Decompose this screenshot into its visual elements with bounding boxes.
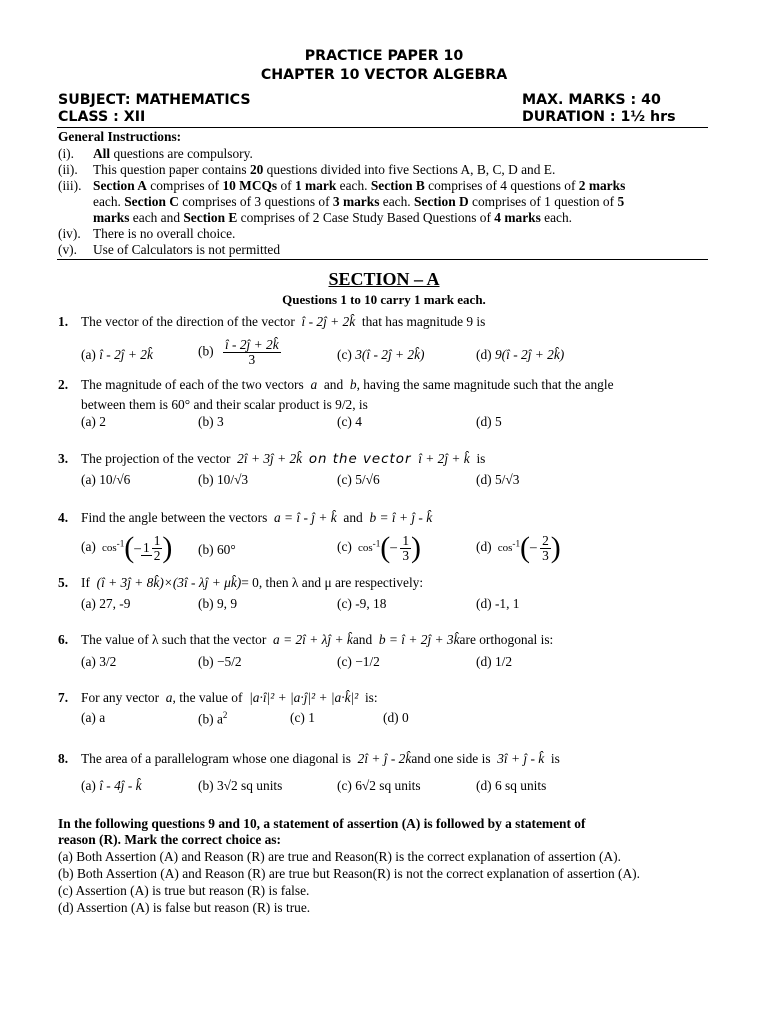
q4-option-b: (b) 60° <box>198 542 236 557</box>
q2-option-a: (a) 2 <box>81 414 106 429</box>
q1-option-b: (b) $\frac{î - 2ĵ + 2k̂}{3}$ <box>198 337 279 367</box>
assertion-choice-c: (c) Assertion (A) is true but reason (R) is false. <box>58 883 310 898</box>
instruction-4: (iv). There is no overall choice. <box>58 226 236 241</box>
q8-option-b: (b) 3√2 sq units <box>198 778 283 793</box>
q3-option-c: (c) 5/√6 <box>337 472 380 487</box>
instructions-heading: General Instructions: <box>58 129 182 144</box>
question-8: 8. The area of a parallelogram whose one diagonal is 2î + ĵ - 2k̂and one side is 3î + ĵ - k̂ is <box>58 751 560 766</box>
q7-option-b: (b) $a^2$ <box>198 710 228 727</box>
subject-label: SUBJECT: MATHEMATICS <box>58 92 251 108</box>
q6-option-c: (c) −1/2 <box>337 654 380 669</box>
instructions-rule <box>57 259 708 260</box>
question-5: 5. If (î + 3ĵ + 8k̂)×(3î - λĵ + μk̂)= 0, then λ and μ are respectively: <box>58 575 424 590</box>
question-2-line-2: between them is 60° and their scalar product is 9/2, is <box>81 397 368 412</box>
instruction-3: (iii). Section A comprises of 10 MCQs of 1 mark each. Section B comprises of 4 questions of 2 marks <box>58 178 626 193</box>
q5-option-d: (d) -1, 1 <box>476 596 520 611</box>
vector-expression: î - 2ĵ + 2k̂ <box>298 314 359 329</box>
q5-option-c: (c) -9, 18 <box>337 596 387 611</box>
assertion-choice-b: (b) Both Assertion (A) and Reason (R) are true but Reason(R) is not the correct explanation of assertion (A). <box>58 866 640 881</box>
assertion-intro-line-1: In the following questions 9 and 10, a statement of assertion (A) is followed by a statement of <box>58 816 586 831</box>
max-marks-label: MAX. MARKS : 40 <box>522 92 661 108</box>
q1-option-c: (c) 3(î - 2ĵ + 2k̂) <box>337 347 425 362</box>
question-7: 7. For any vector a, the value of |a·î|² + |a·ĵ|² + |a·k̂|² is: <box>58 690 378 705</box>
q8-option-d: (d) 6 sq units <box>476 778 547 793</box>
question-1: 1. The vector of the direction of the vector î - 2ĵ + 2k̂ that has magnitude 9 is <box>58 314 486 329</box>
instruction-3-line-2: each. Section C comprises of 3 questions of 3 marks each. Section D comprises of 1 question of 5 <box>93 194 625 209</box>
q4-option-a: (a) $\cos^{-1}(-$ 1 $\frac{1}{2}$ ) <box>81 531 173 564</box>
section-subtitle: Questions 1 to 10 carry 1 mark each. <box>282 292 486 307</box>
q3-option-d: (d) 5/√3 <box>476 472 520 487</box>
instruction-1: (i). All questions are compulsory. <box>58 146 253 161</box>
q1-option-a: (a) î - 2ĵ + 2k̂ <box>81 347 153 362</box>
question-3: 3. The projection of the vector 2î + 3ĵ + 2k̂ on the vector î + 2ĵ + k̂ is <box>58 451 486 467</box>
q2-option-c: (c) 4 <box>337 414 362 429</box>
question-6: 6. The value of λ such that the vector a = 2î + λĵ + k̂and b = î + 2ĵ + 3k̂are orthogonal is: <box>58 632 554 647</box>
q2-option-d: (d) 5 <box>476 414 502 429</box>
assertion-choice-d: (d) Assertion (A) is false but reason (R) is true. <box>58 900 311 915</box>
duration-label: DURATION : 1½ hrs <box>522 109 676 125</box>
q2-option-b: (b) 3 <box>198 414 224 429</box>
instruction-2: (ii). This question paper contains 20 questions divided into five Sections A, B, C, D and E. <box>58 162 556 177</box>
q3-option-b: (b) 10/√3 <box>198 472 249 487</box>
assertion-intro-line-2: reason (R). Mark the correct choice as: <box>58 832 281 847</box>
class-label: CLASS : XII <box>58 109 146 125</box>
chapter-title: CHAPTER 10 VECTOR ALGEBRA <box>260 67 508 83</box>
section-title: SECTION – A <box>328 269 440 289</box>
assertion-choice-a: (a) Both Assertion (A) and Reason (R) are true and Reason(R) is the correct explanation of assertion (A). <box>58 849 621 864</box>
q5-option-b: (b) 9, 9 <box>198 596 238 611</box>
q7-option-d: (d) 0 <box>383 710 409 725</box>
q4-option-d: (d) $\cos^{-1}(-$ $\frac{2}{3}$ ) <box>476 531 561 564</box>
question-2: 2. The magnitude of each of the two vectors a and b, having the same magnitude such that the angle <box>58 377 614 392</box>
q6-option-a: (a) 3/2 <box>81 654 117 669</box>
q7-option-c: (c) 1 <box>290 710 315 725</box>
q3-option-a: (a) 10/√6 <box>81 472 131 487</box>
q5-option-a: (a) 27, -9 <box>81 596 131 611</box>
paper-title: PRACTICE PAPER 10 <box>304 48 464 64</box>
q4-option-c: (c) $\cos^{-1}(-$ $\frac{1}{3}$ ) <box>337 531 422 564</box>
q6-option-d: (d) 1/2 <box>476 654 513 669</box>
q6-option-b: (b) −5/2 <box>198 654 242 669</box>
q1-option-d: (d) 9(î - 2ĵ + 2k̂) <box>476 347 565 362</box>
question-4: 4. Find the angle between the vectors a = î - ĵ + k̂ and b = î + ĵ - k̂ <box>58 510 433 525</box>
q8-option-c: (c) 6√2 sq units <box>337 778 421 793</box>
instruction-5: (v). Use of Calculators is not permitted <box>58 242 281 257</box>
header-rule <box>57 127 708 128</box>
q8-option-a: (a) î - 4ĵ - k̂ <box>81 778 142 793</box>
q7-option-a: (a) a <box>81 710 106 725</box>
instruction-3-line-3: marks each and Section E comprises of 2 Case Study Based Questions of 4 marks each. <box>93 210 573 225</box>
